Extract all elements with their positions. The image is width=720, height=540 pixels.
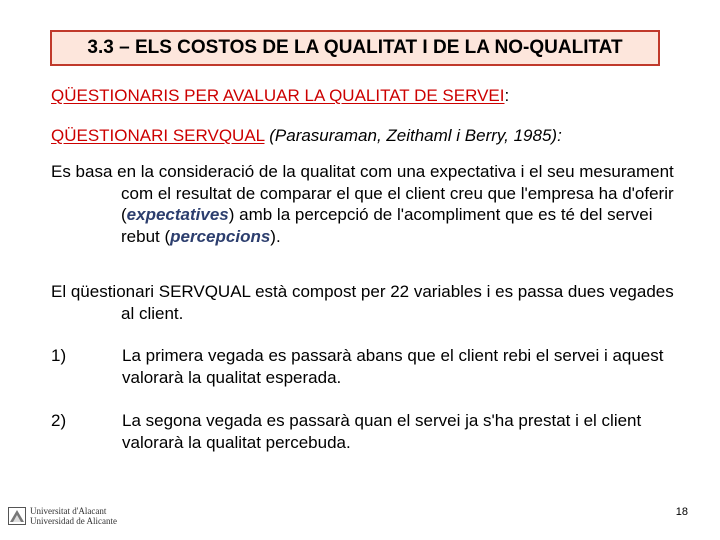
list-item-number: 1) xyxy=(51,346,67,365)
para1-part1: Es basa en la consideració de la qualitat com una expectativa i el seu mesurament com el resultat de comparar el que el client creu que l'empresa ha d'oferir ( xyxy=(51,162,674,224)
subsection-heading xyxy=(51,126,562,146)
slide-title: 3.3 – ELS COSTOS DE LA QUALITAT I DE LA NO-QUALITAT xyxy=(87,37,623,58)
percepcions-term: percepcions xyxy=(170,226,271,246)
para1-part2: ) amb la percepció de l'acompliment que es té del servei rebut ( xyxy=(121,205,653,246)
list-item xyxy=(51,410,711,455)
subsection-heading-name: QÜESTIONARI SERVQUAL xyxy=(51,126,265,145)
section-heading xyxy=(51,86,509,106)
expectatives-term: expectatives xyxy=(126,205,229,224)
slide-title-box xyxy=(50,30,660,66)
servqual-description-paragraph xyxy=(51,161,691,247)
university-logo-text xyxy=(30,506,117,526)
list-item-text: La primera vegada es passarà abans que el client rebi el servei i aquest valorarà la qualitat esperada. xyxy=(122,346,664,387)
university-name-valencian: Universitat d'Alacant xyxy=(30,506,107,516)
university-name-spanish: Universidad de Alicante xyxy=(30,516,117,526)
section-heading-text: QÜESTIONARIS PER AVALUAR LA QUALITAT DE SERVEI xyxy=(51,86,505,105)
section-heading-colon: : xyxy=(504,86,510,105)
subsection-heading-citation: (Parasuraman, Zeithaml i Berry, 1985): xyxy=(269,126,562,145)
para1-part3: ). xyxy=(270,226,281,246)
university-logo xyxy=(8,506,117,526)
list-item-text: La segona vegada es passarà quan el servei ja s'ha prestat i el client valorarà la qualitat percebuda. xyxy=(122,411,642,452)
list-item-number: 2) xyxy=(51,411,67,430)
list-item xyxy=(51,345,711,390)
page-number: 18 xyxy=(675,506,688,518)
university-logo-icon xyxy=(8,507,26,525)
servqual-variables-paragraph: El qüestionari SERVQUAL està compost per 22 variables i es passa dues vegades al client. xyxy=(51,282,674,323)
